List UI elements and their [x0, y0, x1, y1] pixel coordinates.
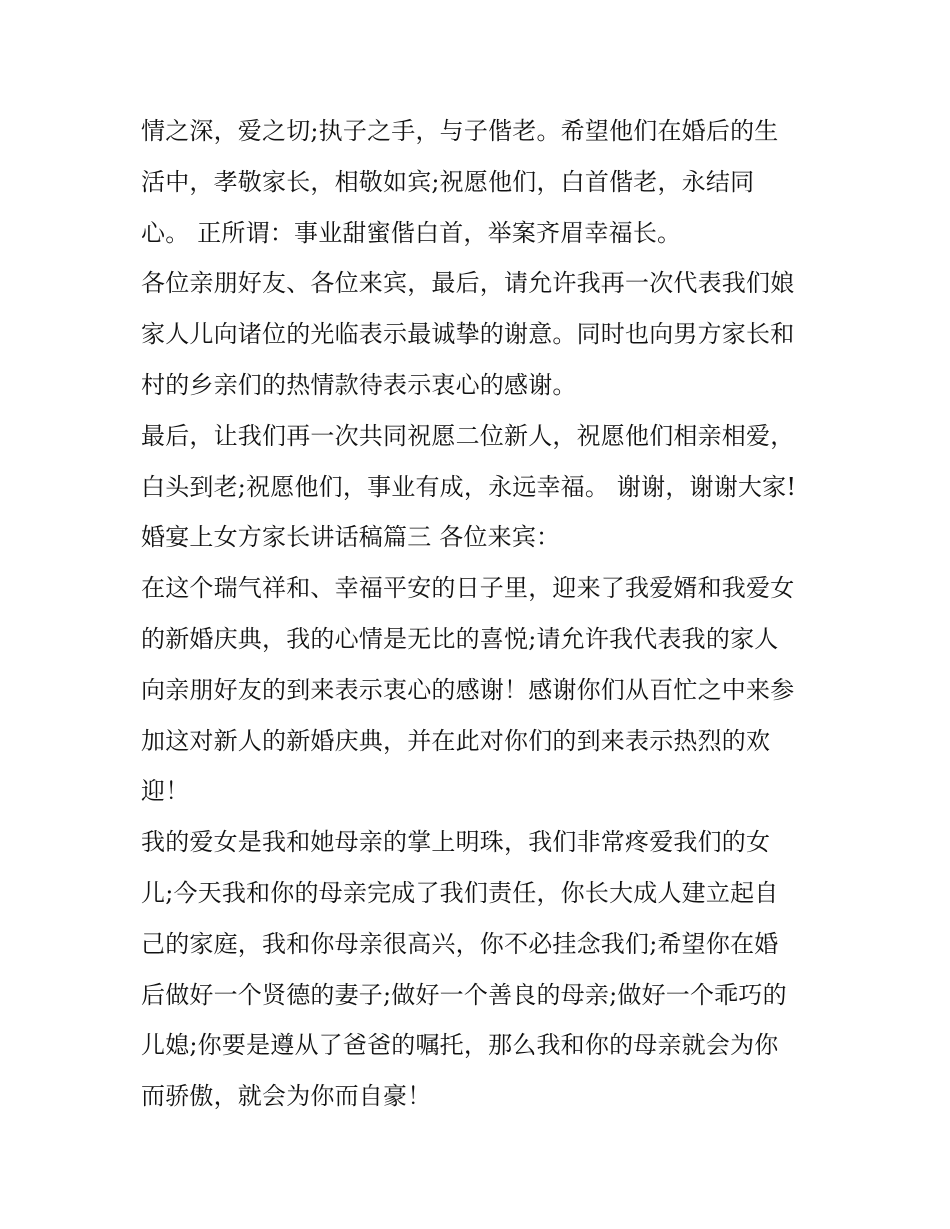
text-line: 村的乡亲们的热情款待表示衷心的感谢。 [141, 370, 577, 399]
text-line: 儿;今天我和你的母亲完成了我们责任，你长大成人建立起自 [141, 878, 779, 907]
text-line: 家人儿向诸位的光临表示最诚挚的谢意。同时也向男方家长和 [141, 320, 795, 349]
text-line: 在这个瑞气祥和、幸福平安的日子里，迎来了我爱婿和我爱女 [141, 574, 795, 603]
text-line: 儿媳;你要是遵从了爸爸的嘱托，那么我和你的母亲就会为你 [141, 1031, 779, 1060]
text-line: 加这对新人的新婚庆典，并在此对你们的到来表示热烈的欢 [141, 726, 771, 755]
text-line: 活中，孝敬家长，相敬如宾;祝愿他们，白首偕老，永结同 [141, 167, 755, 196]
text-line: 迎！ [141, 777, 190, 806]
text-line: 后做好一个贤德的妻子;做好一个善良的母亲;做好一个乖巧的 [141, 980, 787, 1009]
text-line: 而骄傲，就会为你而自豪！ [141, 1082, 432, 1111]
text-line: 心。 正所谓：事业甜蜜偕白首，举案齐眉幸福长。 [141, 218, 682, 247]
text-line: 我的爱女是我和她母亲的掌上明珠，我们非常疼爱我们的女 [141, 828, 771, 857]
text-line: 的新婚庆典，我的心情是无比的喜悦;请允许我代表我的家人 [141, 624, 779, 653]
text-line: 最后，让我们再一次共同祝愿二位新人，祝愿他们相亲相爱， [141, 421, 795, 450]
text-line: 情之深，爱之切;执子之手，与子偕老。希望他们在婚后的生 [141, 117, 779, 145]
text-line: 各位亲朋好友、各位来宾，最后，请允许我再一次代表我们娘 [141, 269, 795, 298]
section-heading: 婚宴上女方家长讲话稿篇三 各位来宾： [141, 523, 561, 552]
text-line: 白头到老;祝愿他们，事业有成，永远幸福。 谢谢，谢谢大家! [141, 472, 797, 501]
text-line: 向亲朋好友的到来表示衷心的感谢！感谢你们从百忙之中来参 [141, 675, 795, 704]
document-body [141, 110, 821, 1126]
text-line: 己的家庭，我和你母亲很高兴，你不必挂念我们;希望你在婚 [141, 929, 779, 958]
